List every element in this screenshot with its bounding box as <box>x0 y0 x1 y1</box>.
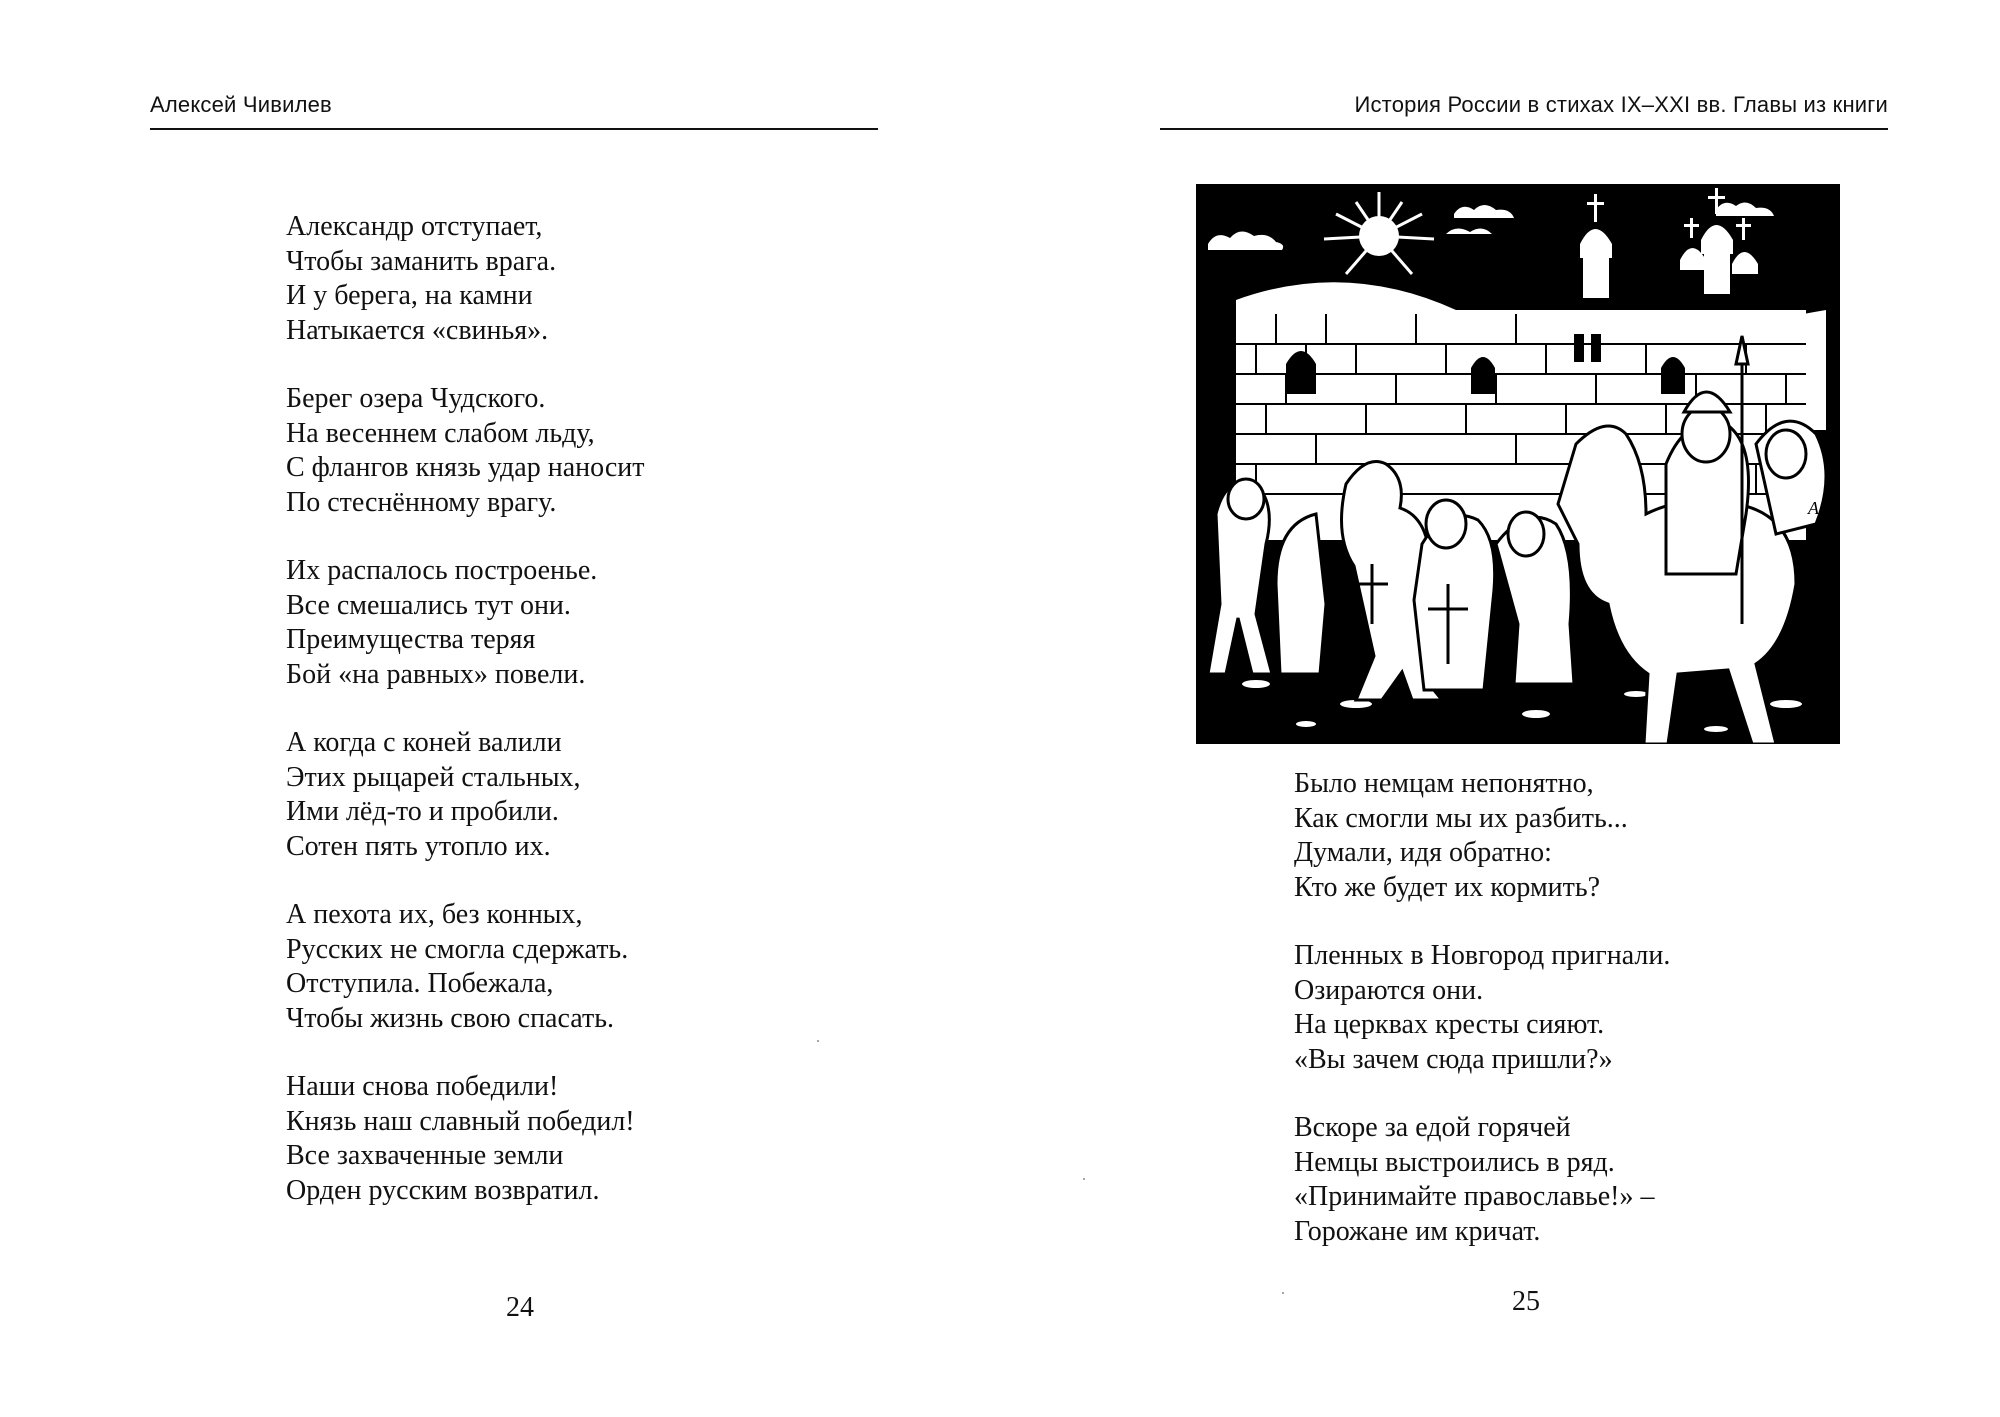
stanza <box>286 1070 644 1208</box>
poem-line: Русских не смогла сдержать. <box>286 933 629 965</box>
stanza <box>1294 767 1670 905</box>
poem-line: Князь наш славный победил! <box>286 1105 635 1137</box>
poem-line: Их распалось построенье. <box>286 555 598 586</box>
poem-line: Вскоре за едой горячей <box>1294 1112 1571 1143</box>
poem-text <box>286 210 644 1208</box>
running-head-author: Алексей Чивилев <box>150 92 332 117</box>
poem-line: Александр отступает, <box>286 211 543 242</box>
poem-line: Все захваченные земли <box>286 1140 564 1171</box>
stanza <box>286 210 644 348</box>
poem-line: Отступила. Побежала, <box>286 968 554 999</box>
poem-line: На весеннем слабом льду, <box>286 417 595 449</box>
poem-line: На церквах кресты сияют. <box>1294 1009 1605 1040</box>
poem-line: Чтобы заманить врага. <box>286 245 557 277</box>
illustration-icon <box>1196 184 1840 744</box>
poem-line: Было немцам непонятно, <box>1294 768 1594 799</box>
stanza <box>1294 939 1670 1077</box>
poem-line: Как смогли мы их разбить... <box>1294 802 1628 834</box>
poem-line: Орден русским возвратил. <box>286 1174 600 1206</box>
poem-line: Берег озера Чудского. <box>286 383 546 414</box>
poem-line: «Принимайте православье!» – <box>1294 1181 1655 1212</box>
poem-line: Натыкается «свинья». <box>286 314 549 346</box>
stanza <box>286 382 644 520</box>
poem-line: Думали, идя обратно: <box>1294 837 1552 868</box>
poem-line: Чтобы жизнь свою спасать. <box>286 1002 614 1034</box>
poem-line: «Вы зачем сюда пришли?» <box>1294 1043 1613 1075</box>
poem-line: Преимущества теряя <box>286 624 536 655</box>
sun-disc <box>1359 216 1399 256</box>
poem-line: Кто же будет их кормить? <box>1294 871 1601 903</box>
header-rule <box>150 128 878 130</box>
poem-line: И у берега, на камни <box>286 280 533 311</box>
stanza <box>286 554 644 692</box>
poem-line: По стеснённому врагу. <box>286 486 557 518</box>
poem-line: С флангов князь удар наносит <box>286 452 645 483</box>
poem-line: Наши снова победили! <box>286 1071 559 1102</box>
poem-line: Сотен пять утопло их. <box>286 830 551 862</box>
header-rule <box>1160 128 1888 130</box>
poem-line: Немцы выстроились в ряд. <box>1294 1146 1615 1178</box>
poem-line: Все смешались тут они. <box>286 589 571 621</box>
poem-line: Этих рыцарей стальных, <box>286 761 581 793</box>
poem-text <box>1294 767 1670 1249</box>
paper-speck <box>1282 1292 1284 1294</box>
stanza <box>286 898 644 1036</box>
right-page <box>1000 0 2000 1417</box>
page-number: 25 <box>1512 1286 1540 1317</box>
stanza <box>1294 1111 1670 1249</box>
poem-line: Озираются они. <box>1294 974 1484 1006</box>
page-number: 24 <box>506 1292 534 1323</box>
poem-line: Бой «на равных» повели. <box>286 658 586 690</box>
poem-line: Горожане им кричат. <box>1294 1215 1541 1247</box>
running-head-book-title: История России в стихах IX–XXI вв. Главы из книги <box>1354 92 1888 117</box>
stanza <box>286 726 644 864</box>
poem-line: А пехота их, без конных, <box>286 899 583 930</box>
artist-signature: А. <box>1808 498 1824 518</box>
paper-speck <box>817 1040 819 1042</box>
poem-line: Пленных в Новгород пригнали. <box>1294 940 1671 971</box>
poem-line: А когда с коней валили <box>286 727 562 758</box>
poem-line: Ими лёд-то и пробили. <box>286 796 559 827</box>
